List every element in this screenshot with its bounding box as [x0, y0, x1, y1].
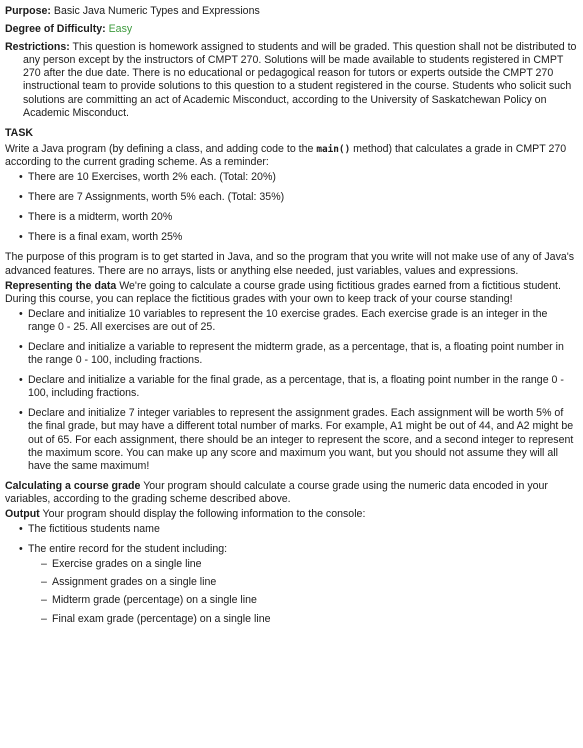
list-item: • Declare and initialize a variable for the final grade, as a percentage, that is, a floating point number in the range 0 - 100, including fractions.	[19, 374, 577, 400]
representing-text: We're going to calculate a course grade using fictitious grades earned from a fictitious student. During this course, you can replace the fictitious grades with your own to keep track of your course standing!	[5, 279, 561, 305]
purpose-line	[5, 5, 577, 18]
purpose-paragraph: The purpose of this program is to get started in Java, and so the program that you write will not make use of any of Java's advanced features. There are no arrays, lists or anything else needed, just variables, values and expressions.	[5, 251, 575, 277]
list-item: • Declare and initialize a variable to represent the midterm grade, as a percentage, that is, a floating point number in the range 0 - 100, including fractions.	[19, 341, 577, 367]
restrictions-label: Restrictions:	[5, 41, 70, 54]
task-intro-before: Write a Java program (by defining a class, and adding code to the	[5, 142, 314, 155]
main-method-code: main()	[316, 143, 351, 155]
list-item: • There is a midterm, worth 20%	[19, 211, 577, 224]
grading-scheme-list	[5, 171, 577, 244]
representing-list	[5, 308, 577, 473]
record-item-text: The entire record for the student including:	[28, 543, 228, 556]
output-list	[5, 523, 577, 626]
list-item: – Assignment grades on a single line	[41, 576, 577, 589]
task-intro-after: method) that calculates a grade in CMPT 270 according to the current grading scheme. As a reminder:	[5, 142, 567, 168]
purpose-label: Purpose:	[5, 5, 51, 17]
calculating-text: Your program should calculate a course grade using the numeric data encoded in your variables, according to the grading scheme described above.	[5, 479, 548, 505]
list-item: • There are 10 Exercises, worth 2% each. (Total: 20%)	[19, 171, 577, 184]
calculating-label: Calculating a course grade	[5, 479, 141, 492]
task-intro	[5, 143, 577, 169]
calculating-paragraph	[5, 480, 577, 506]
difficulty-label: Degree of Difficulty:	[5, 23, 106, 36]
restrictions-text: This question is homework assigned to students and will be graded. This question shall not be distributed to any person except by the instructors of CMPT 270. Solutions will be made available to students registered in CMPT 270 after the due date. There is no educational or pedagogical reason for tutors or experts outside the CMPT 270 instructional team to provide solutions to this question to a student registered in the course. Students who solicit such solutions are committing an act of Academic Misconduct, according to the University of Saskatchewan Policy on Academic Misconduct.	[23, 41, 577, 119]
list-item: – Midterm grade (percentage) on a single line	[41, 594, 577, 607]
task-heading: TASK	[5, 126, 34, 139]
list-item: • The fictitious students name	[19, 523, 577, 536]
list-item	[19, 543, 577, 625]
list-item: • Declare and initialize 7 integer variables to represent the assignment grades. Each assignment will be worth 5% of the final grade, but may have a different total number of marks. For example, A1 might be out of 44, and A2 might be out of 65. For each assignment, there should be an integer to represent the score, and a second integer to represent the maximum score. You can make up any score and maximum you want, but you should not assume they will all have the same maximum!	[19, 407, 577, 472]
output-text: Your program should display the following information to the console:	[42, 508, 366, 520]
list-item: • Declare and initialize 10 variables to represent the 10 exercise grades. Each exercise grade is an integer in the range 0 - 25. All exercises are out of 25.	[19, 308, 577, 334]
list-item: • There is a final exam, worth 25%	[19, 231, 577, 244]
difficulty-line	[5, 23, 577, 36]
restrictions-paragraph	[5, 41, 577, 120]
record-sublist	[28, 558, 577, 625]
difficulty-value: Easy	[108, 23, 133, 36]
list-item: – Exercise grades on a single line	[41, 558, 577, 571]
output-label: Output	[5, 508, 40, 520]
purpose-text: Basic Java Numeric Types and Expressions	[53, 5, 260, 17]
list-item: • There are 7 Assignments, worth 5% each. (Total: 35%)	[19, 191, 577, 204]
list-item: – Final exam grade (percentage) on a single line	[41, 613, 577, 626]
representing-paragraph	[5, 280, 577, 306]
representing-label: Representing the data	[5, 279, 117, 292]
output-paragraph	[5, 508, 577, 521]
